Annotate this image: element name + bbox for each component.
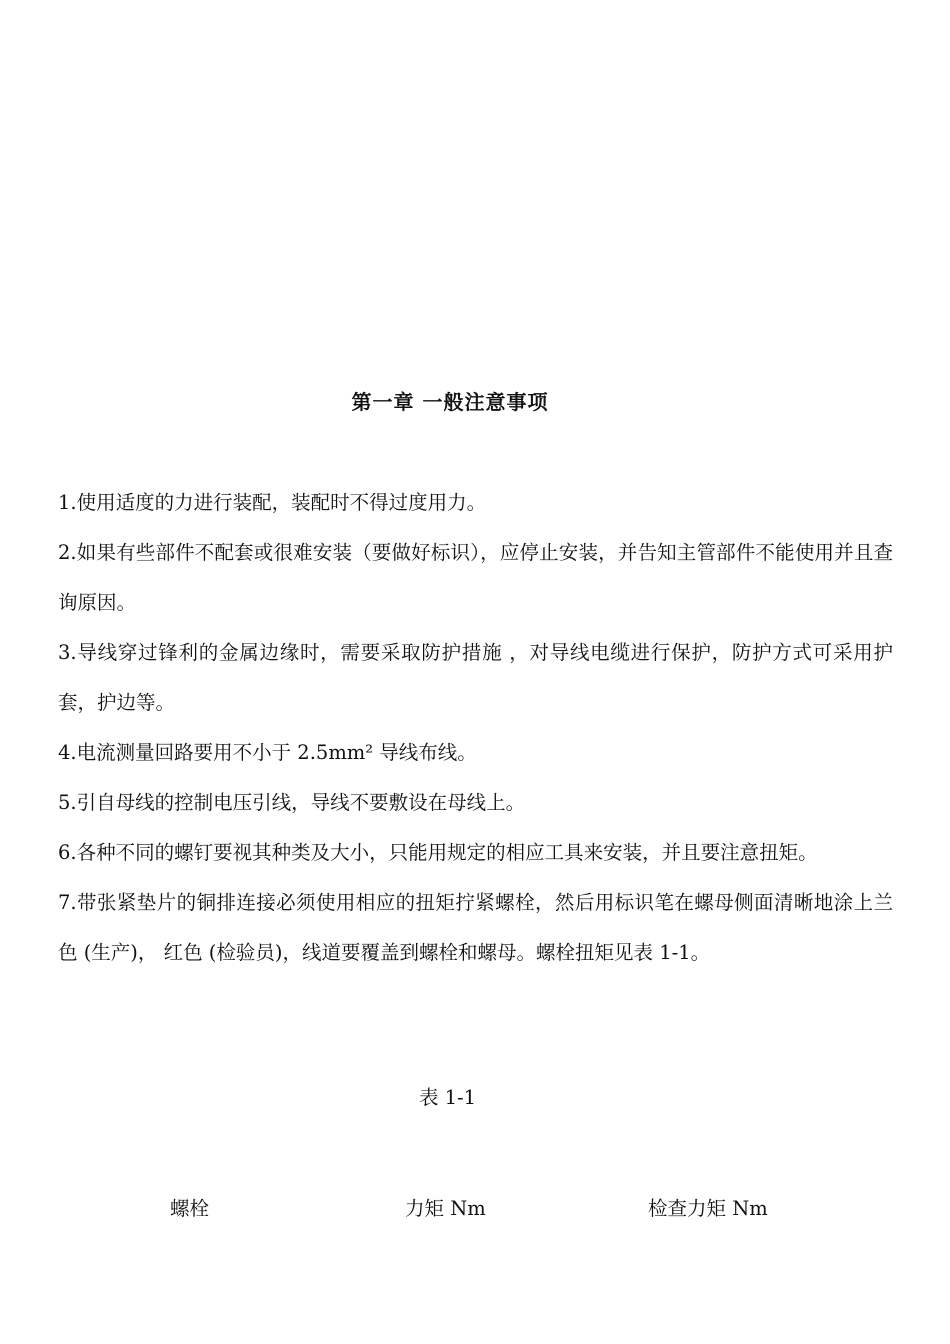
notice-item-5: 5.引自母线的控制电压引线，导线不要敷设在母线上。: [58, 791, 526, 814]
notice-item-2: 2.如果有些部件不配套或很难安装（要做好标识），应停止安装，并告知主管部件不能使用并且查询原因。: [58, 541, 893, 614]
table-caption: 表 1-1: [418, 1086, 477, 1109]
notice-item-4: 4.电流测量回路要用不小于 2.5mm² 导线布线。: [58, 741, 477, 764]
header-check-torque: 检查力矩 Nm: [648, 1197, 768, 1220]
notice-item-6: 6.各种不同的螺钉要视其种类及大小，只能用规定的相应工具来安装，并且要注意扭矩。: [58, 841, 818, 864]
header-torque: 力矩 Nm: [405, 1197, 486, 1220]
torque-table-header: [0, 1193, 950, 1223]
header-bolt: 螺栓: [170, 1197, 210, 1220]
notice-item-1: 1.使用适度的力进行装配，装配时不得过度用力。: [58, 491, 487, 514]
notice-item-7: 7.带张紧垫片的铜排连接必须使用相应的扭矩拧紧螺栓，然后用标识笔在螺母侧面清晰地涂上兰色 (生产)， 红色 (检验员)，线道要覆盖到螺栓和螺母。螺栓扭矩见表 1-1。: [58, 891, 893, 964]
chapter-title: 第一章 一般注意事项: [351, 390, 549, 414]
notice-list: [58, 478, 893, 978]
notice-item-3: 3.导线穿过锋利的金属边缘时，需要采取防护措施 ，对导线电缆进行保护，防护方式可采用护套，护边等。: [58, 641, 893, 714]
